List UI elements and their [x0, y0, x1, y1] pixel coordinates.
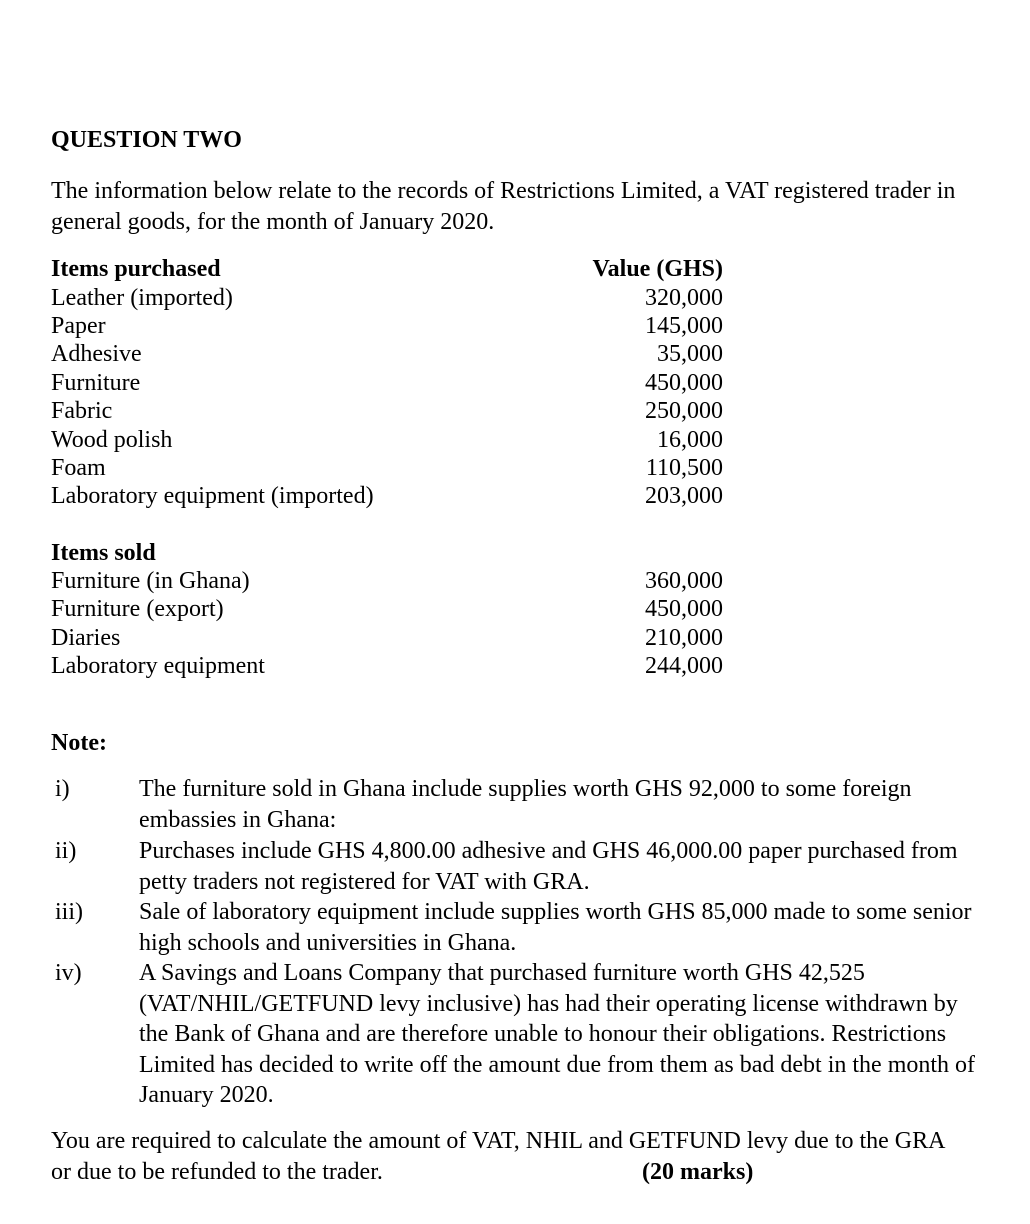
note-text: A Savings and Loans Company that purchased furniture worth GHS 42,525 (VAT/NHIL/GETFUND levy inclusive) has had their operating license withdrawn by the Bank of Ghana and are therefore unable to honour their obligations. Restrictions Limited has decided to write off the amount due from them as bad debt in the month of January 2020.	[139, 960, 976, 1108]
purchased-row-label: Furniture	[51, 370, 141, 396]
purchased-row-label: Wood polish	[51, 427, 173, 453]
note-text: The furniture sold in Ghana include supplies worth GHS 92,000 to some foreign embassies in Ghana:	[139, 776, 912, 833]
requirement-text: You are required to calculate the amount of VAT, NHIL and GETFUND levy due to the GRA or due to be refunded to the trader.	[51, 1128, 945, 1185]
sold-row-value: 244,000	[645, 653, 723, 679]
purchased-row-value: 320,000	[645, 285, 723, 311]
intro-paragraph: The information below relate to the records of Restrictions Limited, a VAT registered trader in general goods, for the month of January 2020.	[51, 178, 956, 235]
question-heading: QUESTION TWO	[51, 127, 242, 153]
purchased-row-value: 35,000	[657, 341, 723, 367]
note-number: ii)	[55, 838, 77, 864]
purchased-row-value: 16,000	[657, 427, 723, 453]
marks-label: (20 marks)	[642, 1159, 754, 1185]
purchased-row-value: 203,000	[645, 483, 723, 509]
purchased-row-value: 450,000	[645, 370, 723, 396]
purchased-row-value: 110,500	[645, 455, 723, 481]
note-number: iv)	[55, 960, 82, 986]
purchased-title: Items purchased	[51, 256, 221, 282]
purchased-row-value: 145,000	[645, 313, 723, 339]
sold-row-label: Diaries	[51, 625, 121, 651]
value-header: Value (GHS)	[592, 256, 723, 282]
note-text: Purchases include GHS 4,800.00 adhesive and GHS 46,000.00 paper purchased from petty traders not registered for VAT with GRA.	[139, 838, 958, 895]
note-title: Note:	[51, 730, 107, 756]
purchased-row-label: Leather (imported)	[51, 285, 233, 311]
sold-row-label: Laboratory equipment	[51, 653, 265, 679]
purchased-row-value: 250,000	[645, 398, 723, 424]
note-text: Sale of laboratory equipment include supplies worth GHS 85,000 made to some senior high schools and universities in Ghana.	[139, 899, 972, 956]
purchased-row-label: Paper	[51, 313, 106, 339]
sold-row-value: 450,000	[645, 596, 723, 622]
sold-row-label: Furniture (in Ghana)	[51, 568, 250, 594]
sold-row-value: 360,000	[645, 568, 723, 594]
note-number: i)	[55, 776, 70, 802]
sold-row-label: Furniture (export)	[51, 596, 224, 622]
purchased-row-label: Foam	[51, 455, 106, 481]
note-number: iii)	[55, 899, 83, 925]
sold-row-value: 210,000	[645, 625, 723, 651]
purchased-row-label: Laboratory equipment (imported)	[51, 483, 374, 509]
purchased-row-label: Adhesive	[51, 341, 142, 367]
purchased-row-label: Fabric	[51, 398, 113, 424]
sold-title: Items sold	[51, 540, 156, 566]
